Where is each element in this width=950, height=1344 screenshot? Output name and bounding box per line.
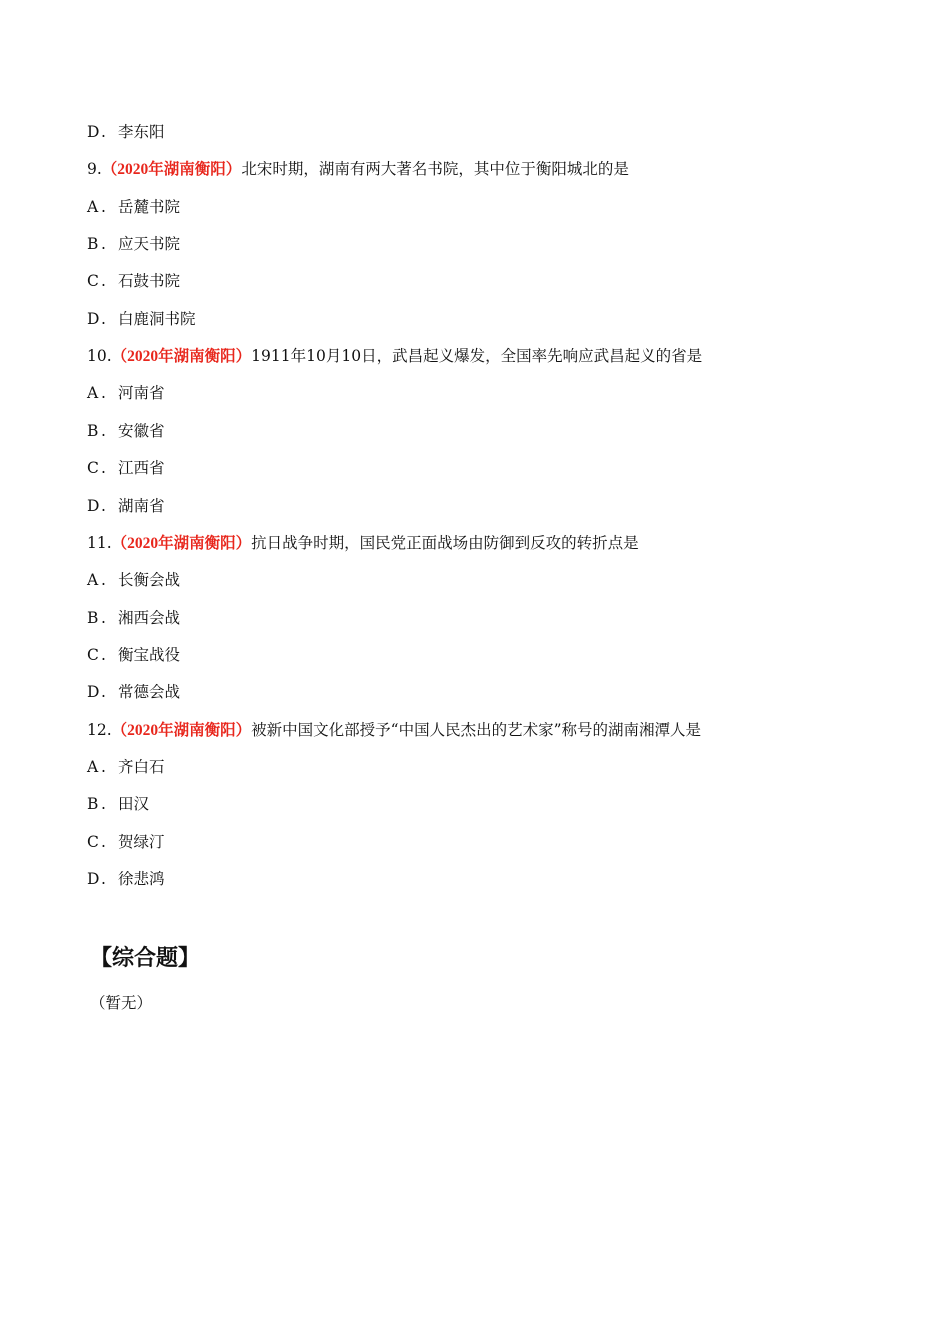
answer-option (87, 644, 180, 666)
option-text: 田汉 (117, 795, 149, 814)
answer-option (87, 308, 195, 330)
option-text: 齐白石 (117, 757, 165, 776)
option-letter: C (87, 645, 99, 664)
answer-option (87, 868, 164, 890)
question-stem (87, 345, 702, 368)
option-text: 江西省 (117, 459, 165, 478)
option-letter: C (87, 459, 99, 478)
option-letter: D (87, 683, 100, 702)
option-text: 湖南省 (117, 496, 165, 515)
answer-option (87, 382, 164, 404)
option-separator: . (101, 645, 106, 664)
answer-option (87, 607, 180, 629)
option-separator: . (101, 496, 106, 515)
answer-option (87, 420, 164, 442)
option-text: 河南省 (117, 384, 165, 403)
question-number: 10. (87, 347, 112, 366)
option-letter: C (87, 272, 99, 291)
option-separator: . (101, 571, 106, 590)
section-note: （暂无） (90, 994, 153, 1012)
answer-option (87, 681, 180, 703)
option-text: 李东阳 (117, 123, 165, 141)
answer-option (87, 121, 164, 143)
option-letter: D (87, 309, 100, 328)
answer-option (87, 756, 164, 778)
question-source-tag: （2020年湖南衡阳） (101, 161, 242, 179)
answer-option (87, 196, 180, 218)
answer-option (87, 457, 164, 479)
option-separator: . (101, 421, 106, 440)
option-letter: A (87, 384, 99, 403)
option-separator: . (101, 757, 106, 776)
option-separator: . (101, 683, 106, 702)
answer-option (87, 793, 149, 815)
question-number: 9. (87, 160, 102, 179)
option-letter: D (87, 870, 100, 888)
option-text: 安徽省 (117, 421, 165, 440)
answer-option (87, 233, 180, 255)
option-letter: C (87, 832, 99, 851)
option-separator: . (101, 309, 106, 328)
option-separator: . (101, 384, 106, 403)
option-text: 白鹿洞书院 (117, 309, 196, 328)
option-text: 贺绿汀 (117, 832, 165, 851)
option-separator: . (101, 235, 106, 254)
option-text: 长衡会战 (117, 571, 180, 590)
question-text: 北宋时期，湖南有两大著名书院，其中位于衡阳城北的是 (241, 160, 629, 179)
option-separator: . (101, 123, 106, 141)
option-separator: . (101, 795, 106, 814)
option-text: 岳麓书院 (117, 197, 180, 216)
question-number: 12. (87, 720, 112, 739)
option-separator: . (101, 197, 106, 216)
option-separator: . (101, 272, 106, 291)
option-separator: . (101, 608, 106, 627)
option-text: 石鼓书院 (117, 272, 180, 291)
option-letter: B (87, 421, 99, 440)
option-letter: A (87, 757, 99, 776)
option-letter: B (87, 608, 99, 627)
option-text: 徐悲鸿 (117, 870, 165, 888)
question-source-tag: （2020年湖南衡阳） (111, 721, 252, 739)
answer-option (87, 569, 180, 591)
option-text: 常德会战 (117, 683, 180, 702)
option-letter: A (87, 197, 99, 216)
option-text: 衡宝战役 (117, 645, 180, 664)
question-source-tag: （2020年湖南衡阳） (111, 348, 252, 366)
section-title: 【综合题】 (90, 946, 201, 971)
question-stem (87, 532, 639, 555)
answer-option (87, 831, 164, 853)
option-text: 湘西会战 (117, 608, 180, 627)
option-text: 应天书院 (117, 235, 180, 254)
answer-option (87, 495, 164, 517)
question-number: 11. (87, 533, 112, 552)
question-text: 抗日战争时期，国民党正面战场由防御到反攻的转折点是 (251, 533, 639, 552)
question-text: 1911年10月10日，武昌起义爆发，全国率先响应武昌起义的省是 (251, 347, 703, 366)
option-separator: . (101, 459, 106, 478)
option-letter: B (87, 795, 99, 814)
option-letter: B (87, 235, 99, 254)
option-letter: A (87, 571, 99, 590)
question-source-tag: （2020年湖南衡阳） (111, 534, 252, 552)
question-stem (87, 158, 629, 181)
option-letter: D (87, 123, 100, 141)
answer-option (87, 270, 180, 292)
option-separator: . (101, 870, 106, 888)
question-text: 被新中国文化部授予“中国人民杰出的艺术家”称号的湖南湘潭人是 (251, 720, 702, 739)
question-stem (87, 719, 701, 742)
option-letter: D (87, 496, 100, 515)
option-separator: . (101, 832, 106, 851)
